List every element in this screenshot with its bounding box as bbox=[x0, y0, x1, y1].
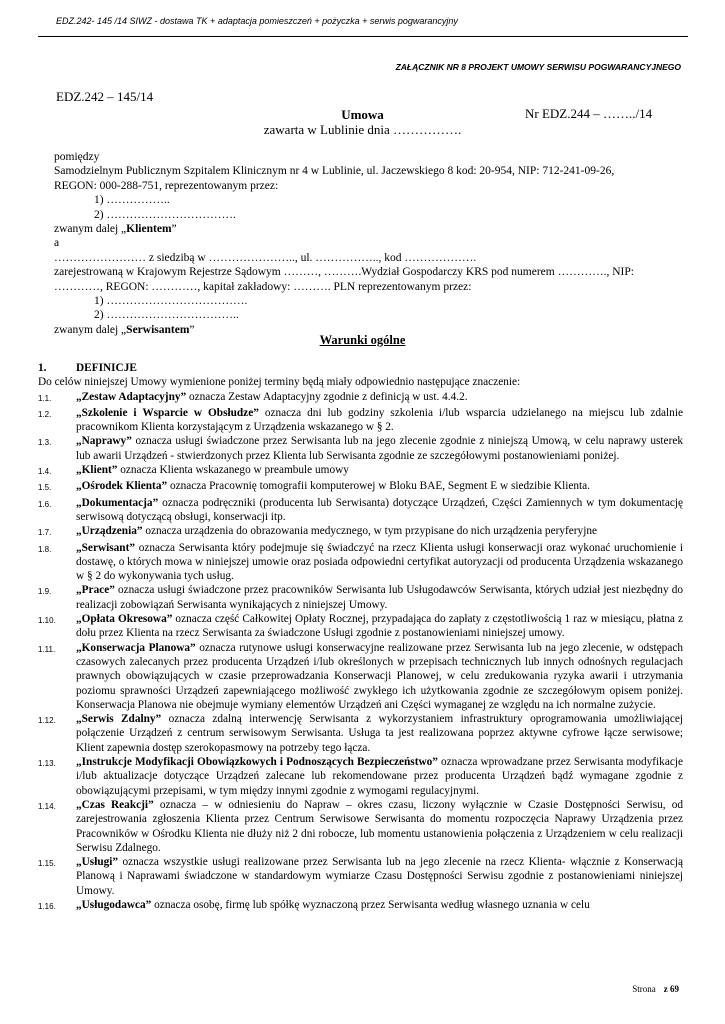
definition-item bbox=[38, 855, 683, 898]
definition-item bbox=[38, 612, 683, 641]
definition-term: „Konserwacja Planowa” bbox=[76, 641, 196, 654]
definition-term: „Instrukcje Modyfikacji Obowiązkowych i Podnoszących Bezpieczeństwo” bbox=[76, 756, 438, 769]
definition-body: oznacza wprowadzane przez Serwisanta modyfikacje i/lub aktualizacje dotyczące Urządzeń zalecane lub rekomendowane przez producenta Urządzeń bądź wymagane zgodnie z obowiązującymi przepisami, w tym między innymi zgodnie z wymogami regulacyjnymi. bbox=[76, 756, 683, 797]
representative-4: 2) …………………………….. bbox=[94, 309, 239, 322]
definition-item bbox=[38, 641, 683, 712]
definition-body: oznacza urządzenia do obrazowania medycznego, w tym przypisane do nich urządzenia peryferyjne bbox=[142, 525, 597, 538]
page-footer bbox=[632, 984, 679, 994]
definition-number: 1.8. bbox=[38, 544, 52, 554]
definition-number: 1.11. bbox=[38, 644, 56, 654]
definition-item bbox=[38, 541, 683, 584]
definition-term: „Naprawy” bbox=[76, 435, 132, 448]
between-text: pomiędzy bbox=[54, 151, 100, 163]
definition-text bbox=[76, 406, 683, 435]
representative-3: 1) ………………………………. bbox=[94, 295, 248, 308]
representative-1: 1) …………….. bbox=[94, 194, 170, 207]
concluded-place-date: zawarta w Lublinie dnia ……………. bbox=[263, 122, 462, 137]
document-header: EDZ.242- 145 /14 SIWZ - dostawa TK + adaptacja pomieszczeń + pożyczka + serwis pogwarancyjny bbox=[56, 16, 458, 26]
document-reference: EDZ.242 – 145/14 bbox=[56, 89, 154, 104]
definition-number: 1.1. bbox=[38, 393, 52, 403]
definition-item bbox=[38, 406, 683, 435]
definition-body: oznacza Klienta wskazanego w preambule umowy bbox=[117, 464, 349, 477]
client-designation: zwanym dalej „Klientem” bbox=[54, 223, 177, 236]
definition-term: „Serwisant” bbox=[76, 541, 135, 554]
definition-text bbox=[76, 712, 683, 755]
definition-body: oznacza Zestaw Adaptacyjny zgodnie z definicją w ust. 4.4.2. bbox=[186, 390, 468, 403]
definitions-heading: 1. DEFINICJE bbox=[38, 362, 137, 374]
hospital-line-2: REGON: 000-288-751, reprezentowanym przez: bbox=[54, 179, 279, 192]
definition-term: „Klient” bbox=[76, 464, 118, 477]
service-designation: zwanym dalej „Serwisantem” bbox=[54, 323, 195, 336]
definition-number: 1.15. bbox=[38, 859, 56, 869]
definition-term: „Opłata Okresowa” bbox=[76, 613, 173, 626]
definitions-section bbox=[38, 361, 683, 914]
representative-2: 2) ……………………………. bbox=[94, 208, 236, 221]
definition-body: oznacza usługi świadczone przez pracowników Serwisanta lub Usługodawców Serwisanta, których udział jest niezbędny do realizacji zobowiązań Serwisanta wynikających z niniejszej Umowy. bbox=[76, 584, 683, 611]
definition-term: „Urządzenia” bbox=[76, 525, 143, 538]
definition-number: 1.6. bbox=[38, 499, 52, 509]
definition-term: „Zestaw Adaptacyjny” bbox=[76, 390, 187, 403]
definition-item bbox=[38, 712, 683, 755]
definition-text bbox=[76, 612, 683, 641]
page-total: z 69 bbox=[663, 984, 679, 994]
definition-body: oznacza Pracownię tomografii komputerowej w Bloku BAE, Segment E w siedzibie Klienta. bbox=[167, 480, 591, 493]
parties-block bbox=[54, 150, 694, 337]
definition-term: „Usługi” bbox=[76, 856, 119, 869]
definitions-list bbox=[38, 390, 683, 915]
definition-item bbox=[38, 583, 683, 612]
and-text: a bbox=[54, 237, 60, 250]
definition-body: oznacza Serwisanta który podejmuje się świadczyć na rzecz Klienta usługi konserwacji oraz wykonać uruchomienie i dostawę, o których mowa w niniejszej umowie oraz posiada odpowiedni certyfikat autoryzacji od producenta Urządzenia wskazanego w § 2 do wykonywania tych usług. bbox=[76, 541, 683, 583]
contractor-line-3: …………, REGON: …………, kapitał zakładowy: ………. PLN reprezentowanym przez: bbox=[54, 280, 472, 293]
definition-number: 1.5. bbox=[38, 483, 52, 493]
definition-number: 1.10. bbox=[38, 616, 56, 626]
definition-body: oznacza podręczniki (producenta lub Serwisanta) dotyczące Urządzeń, Części Zamiennych w tym dokumentację serwisową dotyczącą obsługi, konserwacji itp. bbox=[76, 496, 683, 523]
definition-number: 1.2. bbox=[38, 409, 52, 419]
definition-term: „Prace” bbox=[76, 584, 115, 597]
header-divider bbox=[38, 36, 688, 37]
definition-item bbox=[38, 463, 683, 479]
definition-text bbox=[76, 463, 683, 479]
definition-text bbox=[76, 898, 683, 914]
definition-text bbox=[76, 496, 683, 525]
definition-term: „Serwis Zdalny” bbox=[76, 713, 162, 726]
contractor-line-2: zarejestrowaną w Krajowym Rejestrze Sądowym ………, ……….Wydział Gospodarczy KRS pod numerem …………., NIP: bbox=[54, 266, 634, 279]
definition-number: 1.13. bbox=[38, 759, 56, 769]
definition-text bbox=[76, 641, 683, 712]
definition-term: „Czas Reakcji” bbox=[76, 798, 154, 811]
definition-item bbox=[38, 798, 683, 855]
definition-body: oznacza część Całkowitej Opłaty Rocznej, przypadająca do zapłaty z częstotliwością 1 raz w miesiącu, płatna z dołu przez Klienta na rzecz Serwisanta za świadczone Usługi zgodnie z postanowieniami niniejszej umowy. bbox=[76, 613, 683, 640]
definition-number: 1.9. bbox=[38, 587, 52, 597]
page-label: Strona bbox=[632, 984, 656, 994]
client-name: Klientem bbox=[126, 223, 172, 236]
definition-text bbox=[76, 755, 683, 798]
definition-number: 1.7. bbox=[38, 528, 52, 538]
definition-text bbox=[76, 541, 683, 584]
definition-body: oznacza rutynowe usługi konserwacyjne realizowane przez Serwisanta lub na jego zlecenie, w odstępach czasowych zalecanych przez producenta Urządzeń i/lub określonych w przepisach technicznych lub innych odnośnych regulacjach prawnych obowiązujących w czasie przeprowadzania Konserwacji Planowej, w celu zredukowania ryzyka awarii i utrzymania poziomu sprawności Urządzeń zapewniającego możliwość zwykłego ich użytkowania zgodnie ze szczegółowym opisem poniżej. Konserwacja Planowa nie obejmuje wymiany elementów Urządzeń ani Części wymaganej ze względu na ich normalne zużycie. bbox=[76, 641, 684, 711]
definition-item bbox=[38, 496, 683, 525]
definition-item bbox=[38, 755, 683, 798]
service-name: Serwisantem bbox=[126, 323, 190, 336]
definition-text bbox=[76, 798, 683, 855]
definition-text bbox=[76, 434, 683, 463]
definition-item bbox=[38, 898, 683, 914]
definition-text bbox=[76, 583, 683, 612]
definition-body: oznacza zdalną interwencję Serwisanta z wykorzystaniem infrastruktury oprogramowania umożliwiającej połączenie Urządzeń z centrum serwisowym Serwisanta. Usługa ta jest realizowana poprzez aktywne cyfrowe łącze serwisowe; Klient zapewnia dostęp szerokopasmowy na potrzeby tego łącza. bbox=[76, 713, 683, 754]
definition-term: „Ośrodek Klienta” bbox=[76, 480, 168, 493]
definition-term: „Szkolenie i Wsparcie w Obsłudze” bbox=[76, 406, 259, 419]
section-title: Warunki ogólne bbox=[319, 333, 406, 347]
definition-item bbox=[38, 434, 683, 463]
definition-text bbox=[76, 855, 683, 898]
definition-term: „Dokumentacja” bbox=[76, 496, 159, 509]
definition-text bbox=[76, 390, 683, 406]
hospital-line-1: Samodzielnym Publicznym Szpitalem Klinicznym nr 4 w Lublinie, ul. Jaczewskiego 8 kod: 20-954, NIP: 712-241-09-26, bbox=[54, 165, 615, 178]
contractor-line-1: …………………… z siedzibą w ………………….., ul. …………….., kod ………………. bbox=[54, 251, 477, 264]
definition-number: 1.4. bbox=[38, 467, 52, 477]
definition-number: 1.3. bbox=[38, 438, 52, 448]
contract-title: Umowa bbox=[341, 107, 384, 122]
definition-number: 1.16. bbox=[38, 901, 56, 911]
definition-term: „Usługodawca” bbox=[76, 898, 152, 911]
definition-body: oznacza usługi świadczone przez Serwisanta lub na jego zlecenie zgodnie z niniejszą Umową, w celu naprawy usterek lub awarii Urządzeń - stwierdzonych przez Klienta lub Serwisanta zgodnie ze szczegółowymi postanowieniami poniżej. bbox=[76, 435, 683, 462]
contract-number: Nr EDZ.244 – ……../14 bbox=[525, 106, 653, 121]
definition-item bbox=[38, 524, 683, 540]
definition-number: 1.12. bbox=[38, 716, 56, 726]
definitions-intro: Do celów niniejszej Umowy wymienione poniżej terminy będą miały odpowiednio następujące znaczenie: bbox=[38, 376, 521, 389]
definition-text bbox=[76, 479, 683, 495]
definition-body: oznacza dni lub godziny szkolenia i/lub wsparcia udzielanego na miejscu lub zdalnie pracownikom Klienta korzystającym z Urządzenia wskazanego w § 2. bbox=[76, 406, 683, 434]
definition-item bbox=[38, 479, 683, 495]
annex-title: ZAŁĄCZNIK NR 8 PROJEKT UMOWY SERWISU POGWARANCYJNEGO bbox=[395, 62, 681, 72]
definition-number: 1.14. bbox=[38, 801, 56, 811]
definition-text bbox=[76, 524, 683, 540]
definition-body: oznacza wszystkie usługi realizowane przez Serwisanta lub na jego zlecenie na rzecz Klienta- włącznie z Konserwacją Planową i Naprawami świadczone w standardowym wymiarze Czasu Dostępności Serwisu zgodnie z postanowieniami niniejszej Umowy. bbox=[76, 856, 683, 897]
definition-body: oznacza osobę, firmę lub spółkę wyznaczoną przez Serwisanta według własnego uznania w celu bbox=[151, 898, 590, 911]
definition-body: oznacza – w odniesieniu do Napraw – okres czasu, liczony wyłącznie w Czasie Dostępności Serwisu, od zarejestrowania zgłoszenia Klienta przez Centrum Serwisowe Serwisanta do momentu rozpoczęcia Naprawy Urządzenia przez Pracowników w Ośrodku Klienta nie dłuży niż 2 dni robocze, lub momentu ustanowienia połączenia z Urządzeniem w celu realizacji Serwisu Zdalnego. bbox=[76, 798, 683, 854]
definition-item bbox=[38, 390, 683, 406]
